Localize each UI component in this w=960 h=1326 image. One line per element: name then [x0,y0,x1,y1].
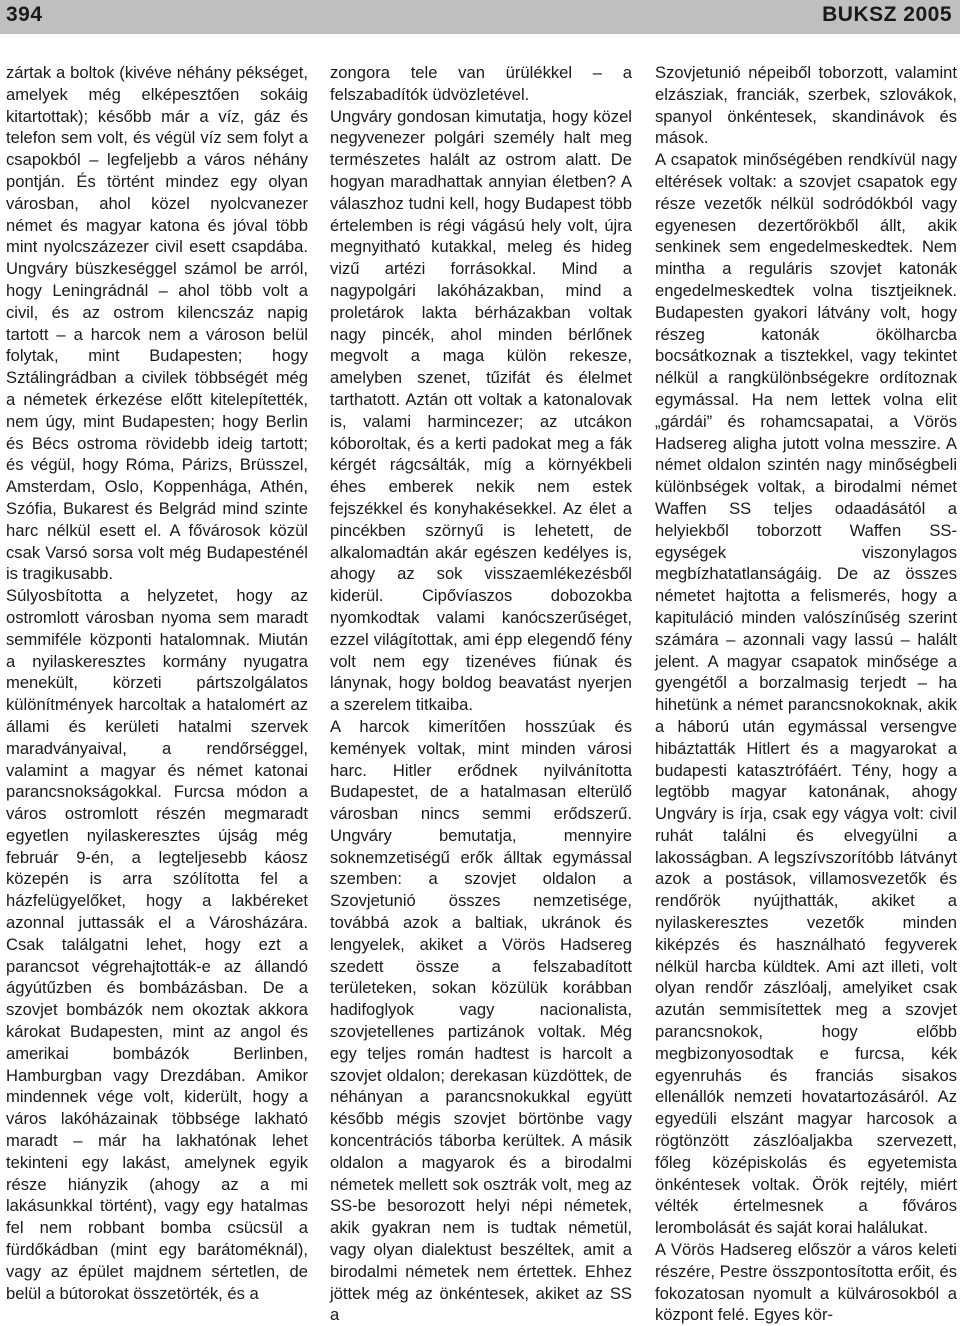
paragraph: A harcok kimerítően hosszúak és kemények voltak, mint minden városi harc. Hitler erődnek nyilvánította Budapestet, de a hatalmasan elterülő városban nincs semmi erődszerű. Ungváry bemutatja, mennyire soknemzetiségű erők álltak egymással szemben: a szovjet oldalon a Szovjetunió összes nemzetisége, továbbá azok a baltiak, ukránok és lengyelek, akiket a Vörös Hadsereg szedett össze a felszabadított területeken, sokan közülük korábban hadifoglyok vagy nacionalista, szovjetellenes partizánok voltak. Még egy teljes román hadtest is harcolt a szovjet oldalon; derekasan küzdöttek, de néhányan a parancsnokukkal együtt később mégis szovjet börtönbe vagy koncentrációs táborba kerültek. A másik oldalon a magyarok és a birodalmi németek mellett sok osztrák volt, meg az SS-be besorozott helyi népi németek, akik gyakran nem is tudtak németül, vagy olyan dialektust beszéltek, amit a birodalmi németek nem értettek. Ehhez jöttek még az önkéntesek, akiket az SS a [330,716,632,1325]
paragraph: A Vörös Hadsereg először a város keleti részére, Pestre összpontosította erőit, és fokozatosan nyomult a külvárosokból a központ felé. Egyes kör- [655,1240,957,1325]
page-number: 394 [6,3,43,26]
paragraph: zártak a boltok (kivéve néhány pékséget, amelyek még elképesztően sokáig kitartottak); később már a víz, gáz és telefon sem volt, és végül víz sem folyt a csapokból – legfeljebb a város néhány pontján. És történt mindez egy olyan városban, ahol közel nyolcvanezer német és magyar katona és jóval több mint nyolcszázezer civil esett csapdába. Ungváry büszkeséggel számol be arról, hogy Leningrádnál – ahol több volt a civil, és az ostrom kilencszáz napig tartott – a harcok nem a városon belül folytak, mint Budapesten; hogy Sztálingrádban a civilek többségét még a németek érkezése előtt kitelepítették, nem úgy, mint Budapesten; hogy Berlin és Bécs ostroma rövidebb ideig tartott; és végül, hogy Róma, Párizs, Brüsszel, Amsterdam, Oslo, Koppenhága, Athén, Szófia, Bukarest és Belgrád mind szinte harc nélkül esett el. A fővárosok közül csak Varsó sorsa volt még Budapesténél is tragikusabb. [6,63,308,584]
text-column-3 [655,62,957,1325]
paragraph: A csapatok minőségében rendkívül nagy eltérések voltak: a szovjet csapatok egy része vezetők nélkül sodródókból vagy egyenesen dezertőrökből állt, akik senkinek sem engedelmeskedtek. Nem mintha a reguláris szovjet katonák engedelmeskedtek volna tisztjeiknek. Budapesten gyakori látvány volt, hogy részeg katonák ökölharcba bocsátkoznak a tisztekkel, vagy tekintet nélkül a rangkülönbségekre ordítoznak egymással. Ha nem lettek volna elit „gárdái” és rohamcsapatai, a Vörös Hadsereg aligha jutott volna messzire. A német oldalon szintén nagy minőségbeli különbségek voltak, a birodalmi német Waffen SS teljes odaadásától a helyiekből toborzott Waffen SS-egységek viszonylagos megbízhatatlanságáig. De az összes németet hajtotta a felismerés, hogy a kapituláció minden valószínűség szerint számára – azonnali vagy lassú – halált jelent. A magyar csapatok minősége a gyengétől a borzalmasig terjedt – ha hihetünk a német parancsnokoknak, akik a háború után egymással versengve hibáztatták Hitlert és a magyarokat a budapesti katasztrófáért. Tény, hogy a legtöbb magyar katonának, ahogy Ungváry is írja, csak egy vágya volt: civil ruhát találni és elvegyülni a lakosságban. A legszívszorítóbb látványt azok a postások, villamosvezetők és rendőrök nyújthatták, akiket a nyilaskeresztes vezetők minden kiképzés és használható fegyverek nélkül harcba küldtek. Ami azt illeti, volt olyan rendőr zászlóalj, amelyiket csak azután semmisítettek meg a szovjet parancsnokok, hogy előbb megbizonyosodtak e furcsa, kék egyenruhás és franciás sisakos ellenállók nemzeti hovatartozásáról. Az egyedüli elszánt magyar harcosok a rögtönzött zászlóaljakba szervezett, főleg középiskolás és egyetemista önkéntesek voltak. Örök rejtély, miért vélték értelmesnek a főváros lerombolását és saját korai halálukat. [655,150,957,1238]
paragraph: Ungváry gondosan kimutatja, hogy közel negyvenezer polgári személy halt meg természetes halált az ostrom alatt. De hogyan maradhattak annyian életben? A válaszhoz tudni kell, hogy Budapest több értelemben is régi vágású hely volt, újra megnyitható kutakkal, meleg és hideg vizű artézi forrásokkal. Mind a nagypolgári lakóházakban, mind a proletárok lakta bérházakban voltak nagy pincék, ahol minden bérlőnek megvolt a maga külön rekesze, amelyben szenet, tűzifát és élelmet tarthatott. Aztán ott voltak a katonalovak is, valami harmincezer; az utcákon kóboroltak, és a kerti padokat meg a fák kérgét rágcsálták, míg a környékbeli éhes emberek nekik nem estek fejszékkel és konyhakésekkel. Az élet a pincékben szörnyű is lehetett, de alkalomadtán akár egészen kedélyes is, ahogy az sok visszaemlékezésből kiderül. Cipővíaszos dobozokba nyomkodtak valami kanócszerűséget, ezzel világítottak, ami épp elegendő fény volt nem egy tizenéves fiúnak és lánynak, hogy boldog beavatást nyerjen a szerelem titkaiba. [330,106,632,715]
paragraph: zongora tele van ürülékkel – a felszabadítók üdvözletével. [330,63,632,104]
paragraph: Szovjetunió népeiből toborzott, valamint elzásziak, franciák, szerbek, szlovákok, spanyol önkéntesek, skandinávok és mások. [655,63,957,148]
text-column-1 [6,62,308,1303]
journal-title: BUKSZ 2005 [822,3,952,26]
page-header [0,0,960,34]
text-column-2 [330,62,632,1325]
paragraph: Súlyosbította a helyzetet, hogy az ostromlott városban nyoma sem maradt semmiféle központi hatalomnak. Miután a nyilaskeresztes kormány nyugatra menekült, körzeti pártszolgálatos különítmények harcoltak a hatalomért az állami és kerületi hatalmi szervek maradványaival, a rendőrséggel, valamint a magyar és német katonai parancsnokságokkal. Furcsa módon a város ostromlott részén megmaradt egyetlen nyilaskeresztes újság még február 9-én, a legteljesebb káosz közepén is arra szólította fel a házfelügyelőket, hogy a lakbéreket azonnal juttassák el a Városházára. Csak találgatni lehet, hogy ezt a parancsot végrehajtották-e az állandó ágyútűzben és bombázásban. De a szovjet bombázók nem okoztak akkora károkat Budapesten, mint az angol és amerikai bombázók Berlinben, Hamburgban vagy Drezdában. Amikor mindennek vége volt, kiderült, hogy a város lakóházainak többsége lakható maradt – már ha lakhatónak lehet tekinteni egy lakást, amelynek egyik része hiányzik (ahogy az a mi lakásunkkal történt), vagy egy hatalmas fel nem robbant bomba csücsül a fürdőkádban (mint egy barátoméknál), vagy az épület majdnem sértetlen, de belül a bútorokat összetörték, és a [6,586,308,1303]
